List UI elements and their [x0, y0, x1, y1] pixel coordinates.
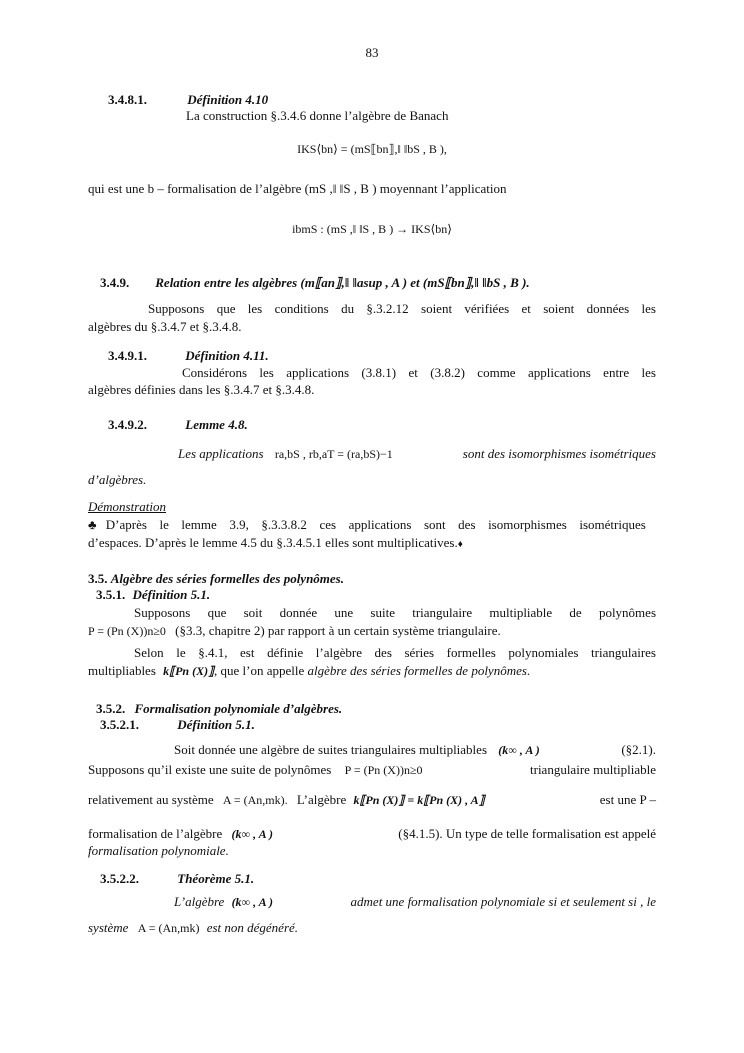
text-line: Supposons que les conditions du §.3.2.12 soient vérifiées et soient données les — [148, 301, 656, 316]
formula-kinf: (k∞ , A ) — [231, 895, 274, 909]
section-3521-heading — [100, 716, 668, 733]
text-line: La construction §.3.4.6 donne l’algèbre de Banach — [186, 108, 449, 123]
text: algèbre des séries formelles de polynômes — [307, 663, 527, 678]
section-title: Relation entre les algèbres (m⟦an⟧,‖ ‖asup , A ) et (mS⟦bn⟧,‖ ‖bS , B ). — [155, 275, 530, 290]
text-line — [88, 825, 656, 843]
formula-banach-text: IKS⟨bn⟩ = (mS⟦bn⟧,‖ ‖bS , B ), — [297, 142, 447, 156]
section-title: Formalisation polynomiale d’algèbres. — [134, 701, 343, 716]
formula-kinf: (k∞ , A ) — [231, 827, 273, 841]
text: D’après le lemme 3.9, §.3.3.8.2 ces applications sont des isomorphismes isométriques — [105, 517, 646, 532]
text: formalisation de l’algèbre — [88, 826, 223, 841]
formula-P: P = (Pn (X))n≥0 — [88, 624, 166, 638]
formula-kinf: (k∞ , A ) — [498, 743, 540, 757]
lemma-line — [178, 445, 656, 463]
section-title: Lemme 4.8. — [185, 417, 248, 432]
formula-banach — [88, 140, 656, 158]
section-number: 3.5.2.2. — [100, 871, 139, 886]
text-line: Supposons que soit donnée une suite triangulaire multipliable de polynômes — [134, 605, 656, 620]
text: Supposons qu’il existe une suite de polynômes — [88, 762, 332, 777]
text: (§2.1). — [621, 742, 656, 757]
formula-P: P = (Pn (X))n≥0 — [344, 763, 423, 777]
text-line: Considérons les applications (3.8.1) et (3.8.2) comme applications entre les — [182, 365, 656, 380]
text-line: Selon le §.4.1, est définie l’algèbre des séries formelles polynomiales triangulaires — [134, 645, 656, 660]
section-3492-heading — [108, 416, 676, 433]
section-352-heading — [96, 700, 664, 717]
text-line — [88, 180, 656, 197]
text: (§4.1.5). Un type de telle formalisation est appelé — [398, 826, 656, 841]
text: relativement au système — [88, 792, 214, 807]
section-title: Algèbre des séries formelles des polynômes. — [110, 571, 344, 586]
section-number: 3.5.2.1. — [100, 717, 139, 732]
text-qui: qui est une b – formalisation de l’algèbre (mS ,‖ ‖S , B ) moyennant l’application — [88, 181, 507, 196]
section-number: 3.4.8.1. — [108, 92, 147, 107]
text: Soit donnée une algèbre de suites triangulaires multipliables — [174, 742, 488, 757]
text: triangulaire multipliable — [530, 762, 656, 777]
text: Les applications — [178, 446, 264, 461]
text-line — [88, 791, 656, 809]
theorem-line — [174, 893, 656, 911]
section-349-heading — [100, 274, 668, 291]
diamond-icon: ♦ — [457, 539, 463, 550]
section-3491-heading — [108, 347, 676, 364]
formula-kPn: k⟦Pn (X)⟧ — [163, 664, 215, 678]
formula-map — [88, 220, 656, 238]
section-title: Définition 5.1. — [177, 717, 255, 732]
text: système — [88, 920, 129, 935]
formula-isometries: ra,bS , rb,aT = (ra,bS)−1 — [274, 447, 393, 461]
demonstration-line — [88, 534, 656, 553]
text: . — [526, 663, 531, 678]
text: est une P – — [599, 792, 656, 807]
section-3522-heading — [100, 870, 668, 887]
section-title: Définition 5.1. — [132, 587, 211, 602]
theorem-line — [88, 919, 656, 937]
text: (§3.3, chapitre 2) par rapport à un certain système triangulaire. — [175, 623, 501, 638]
club-icon: ♣ — [88, 517, 97, 532]
formula-kPn-A: k⟦Pn (X)⟧ = k⟦Pn (X) , A⟧ — [353, 793, 485, 807]
text-line — [88, 662, 656, 680]
text-line: algèbres définies dans les §.3.4.7 et §.3.4.8. — [88, 382, 315, 397]
text: admet une formalisation polynomiale si et seulement si , le — [350, 894, 656, 909]
text: d’espaces. D’après le lemme 4.5 du §.3.4.5.1 elles sont multiplicatives. — [88, 535, 458, 550]
text-line: formalisation polynomiale. — [88, 843, 229, 858]
text: L’algèbre — [174, 894, 225, 909]
section-number: 3.4.9. — [100, 275, 130, 290]
section-number: 3.5.2. — [96, 701, 126, 716]
text: est non dégénéré. — [206, 920, 299, 935]
section-3481-heading — [108, 91, 676, 108]
text: L’algèbre — [296, 792, 347, 807]
text-line — [174, 741, 656, 759]
section-title: Définition 4.10 — [187, 92, 269, 107]
text-line — [88, 761, 656, 779]
section-title: Définition 4.11. — [185, 348, 269, 363]
demonstration-line — [88, 516, 656, 533]
formula-A: A = (An,mk) — [137, 921, 200, 935]
formula-map-text: ibmS : (mS ,‖ ‖S , B ) → IKS⟨bn⟩ — [292, 222, 452, 236]
text: sont des isomorphismes isométriques — [462, 446, 656, 461]
section-number: 3.5. — [88, 571, 108, 586]
section-35-heading — [88, 570, 656, 587]
section-number: 3.4.9.2. — [108, 417, 147, 432]
text-line: algèbres du §.3.4.7 et §.3.4.8. — [88, 319, 242, 334]
page-number: 83 — [365, 45, 379, 60]
text: , que l’on appelle — [214, 663, 305, 678]
section-number: 3.4.9.1. — [108, 348, 147, 363]
text-line — [88, 622, 656, 640]
section-title: Théorème 5.1. — [177, 871, 255, 886]
text-line: d’algèbres. — [88, 472, 147, 487]
formula-A: A = (An,mk). — [222, 793, 288, 807]
demonstration-title: Démonstration — [88, 499, 166, 514]
section-351-heading — [96, 586, 664, 603]
section-number: 3.5.1. — [96, 587, 126, 602]
text: multipliables — [88, 663, 156, 678]
